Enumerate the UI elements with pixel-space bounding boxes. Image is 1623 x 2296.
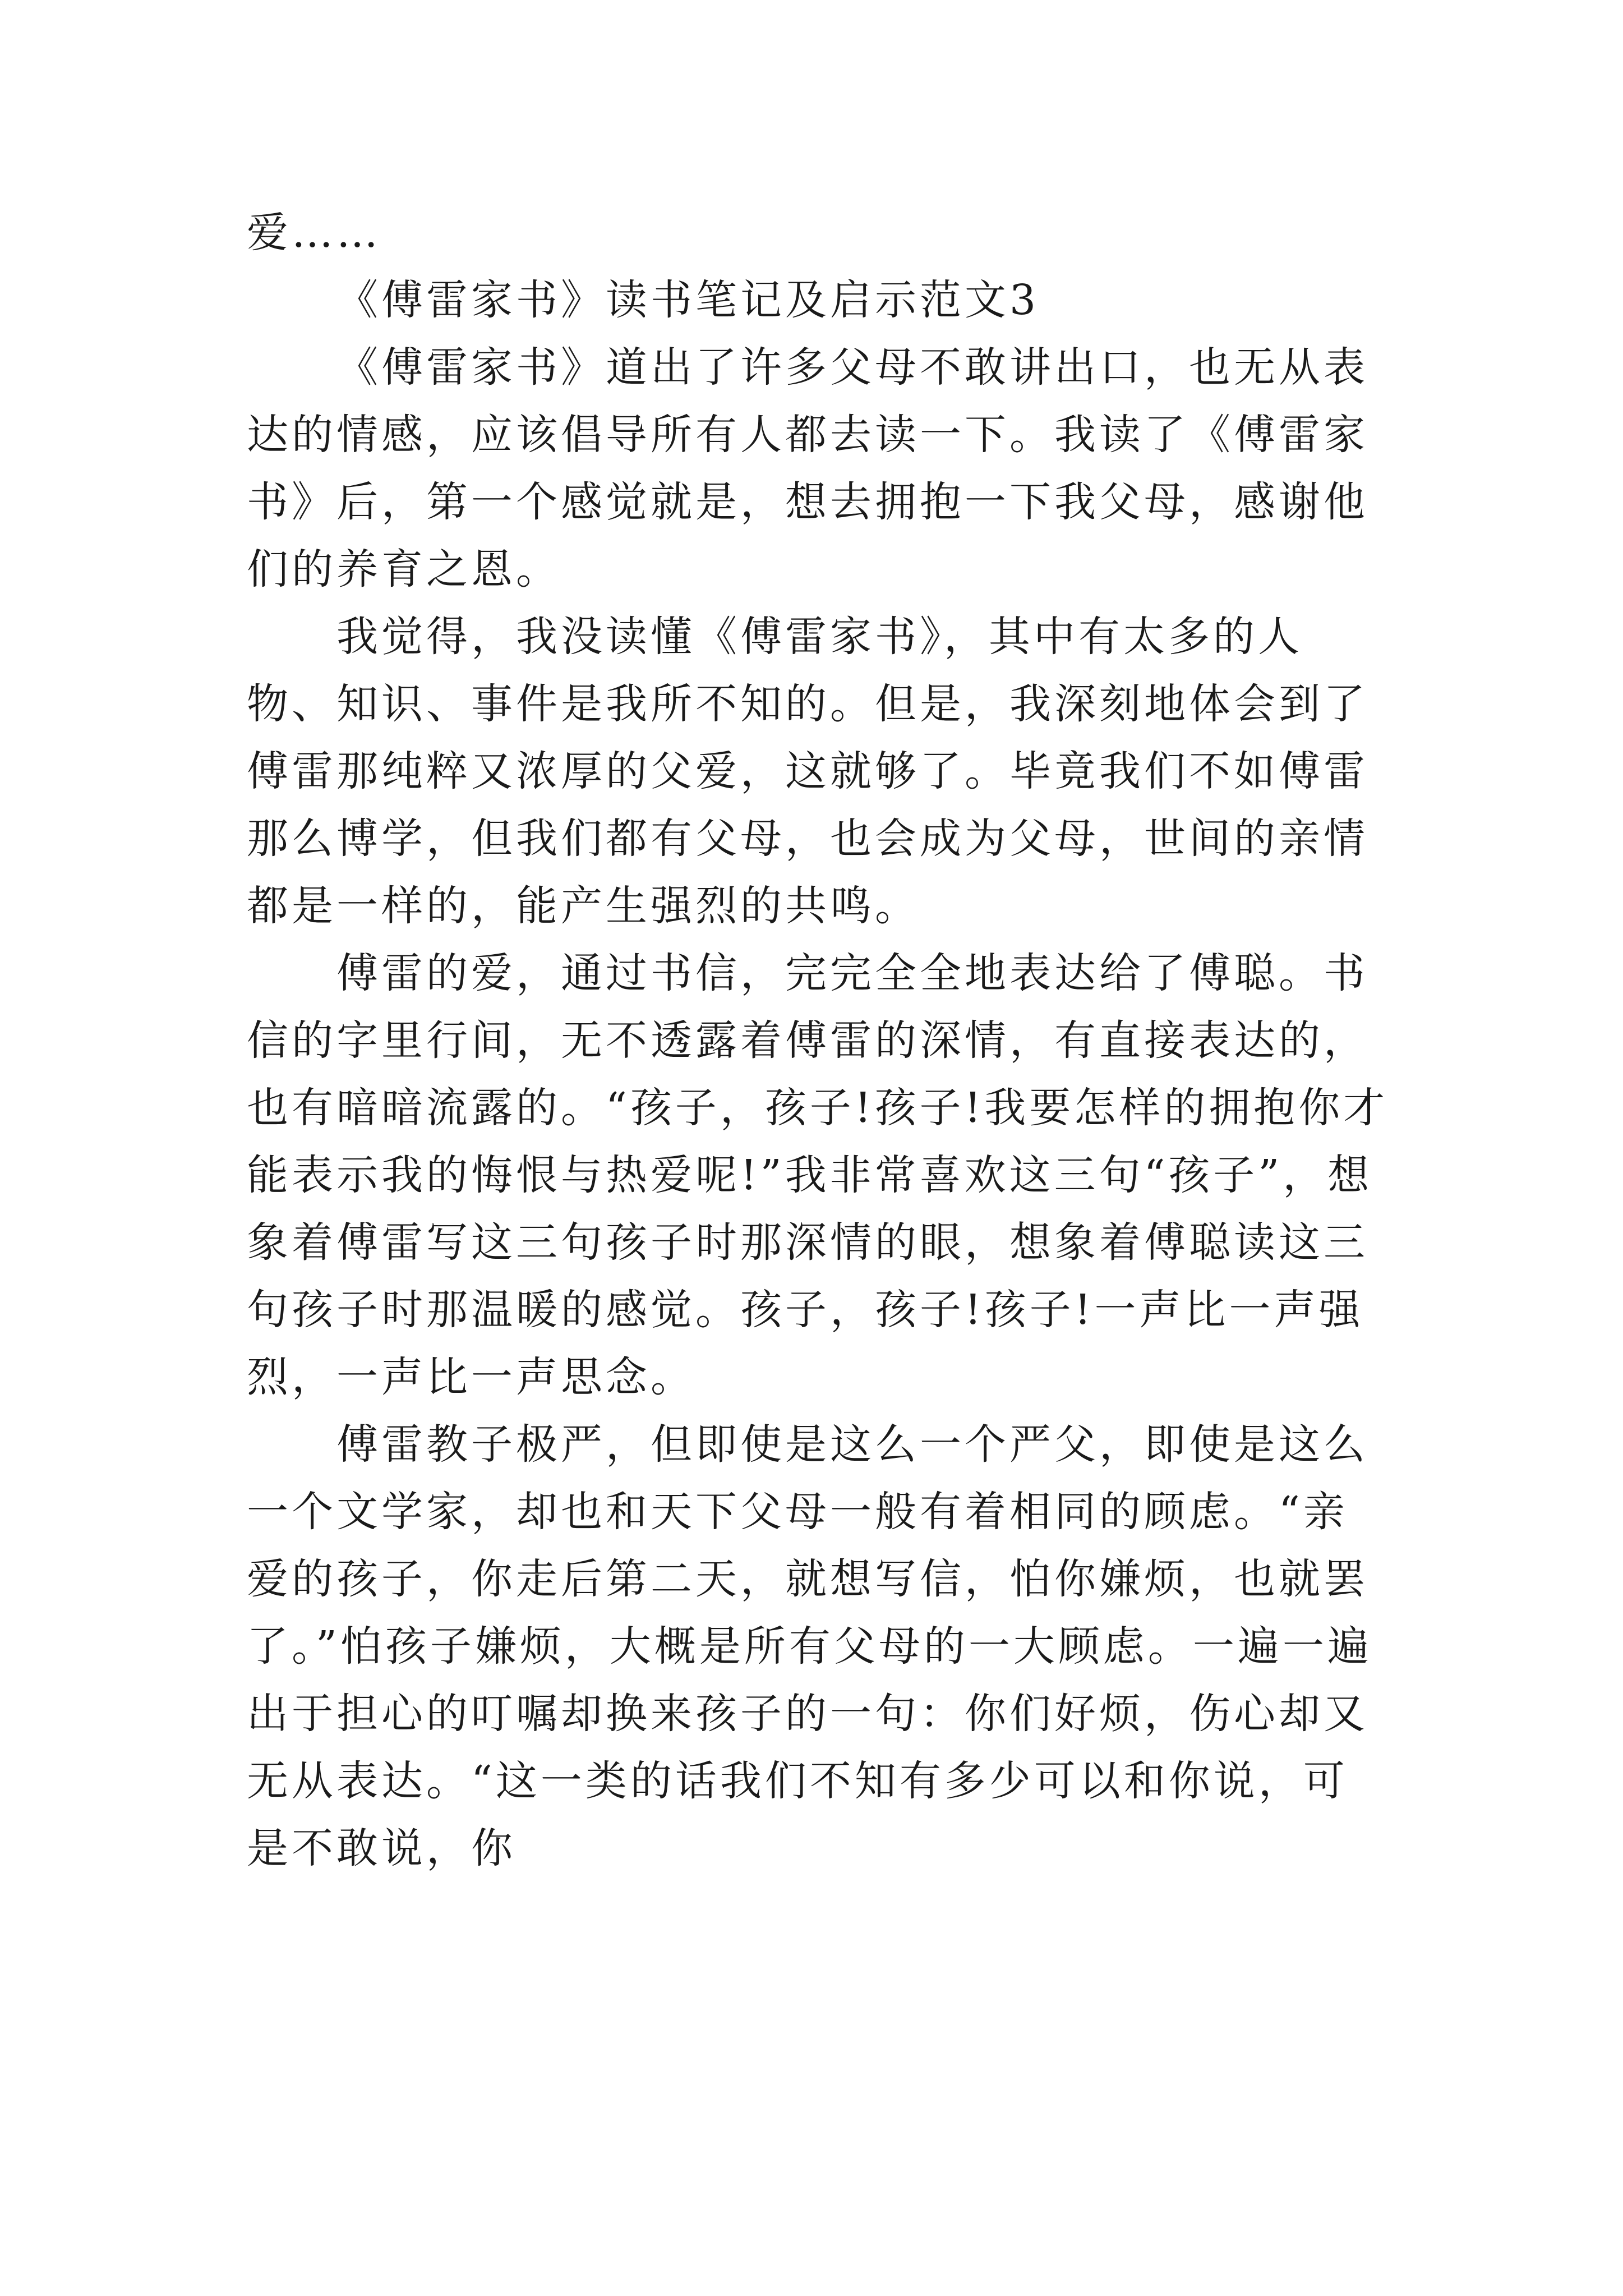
- paragraph: 我觉得，我没读懂《傅雷家书》，其中有太多的人物、知识、事件是我所不知的。但是，我深刻地体会到了傅雷那纯粹又浓厚的父爱，这就够了。毕竟我们不如傅雷那么博学，但我们都有父母，也会成为父母，世间的亲情都是一样的，能产生强烈的共鸣。: [247, 613, 1368, 930]
- section-heading: 《傅雷家书》读书笔记及启示范文3: [336, 276, 1040, 324]
- paragraph: 傅雷教子极严，但即使是这么一个严父，即使是这么一个文学家，却也和天下父母一般有着相同的顾虑。“亲爱的孩子，你走后第二天，就想写信，怕你嫌烦，也就罢了。”怕孩子嫌烦，大概是所有父母的一大顾虑。一遍一遍出于担心的叮嘱却换来孩子的一句：你们好烦，伤心却又无从表达。“这一类的话我们不知有多少可以和你说，可是不敢说，你: [247, 1420, 1372, 1872]
- continuation-line: 爱……: [247, 209, 381, 257]
- document-body: [247, 199, 1391, 1882]
- paragraph: 傅雷的爱，通过书信，完完全全地表达给了傅聪。书信的字里行间，无不透露着傅雷的深情，有直接表达的，也有暗暗流露的。“孩子，孩子!孩子!我要怎样的拥抱你才能表示我的悔恨与热爱呢!”我非常喜欢这三句“孩子”，想象着傅雷写这三句孩子时那深情的眼，想象着傅聪读这三句孩子时那温暖的感觉。孩子，孩子!孩子!一声比一声强烈，一声比一声思念。: [247, 949, 1389, 1401]
- paragraph: 《傅雷家书》道出了许多父母不敢讲出口，也无从表达的情感，应该倡导所有人都去读一下。我读了《傅雷家书》后，第一个感觉就是，想去拥抱一下我父母，感谢他们的养育之恩。: [247, 343, 1368, 593]
